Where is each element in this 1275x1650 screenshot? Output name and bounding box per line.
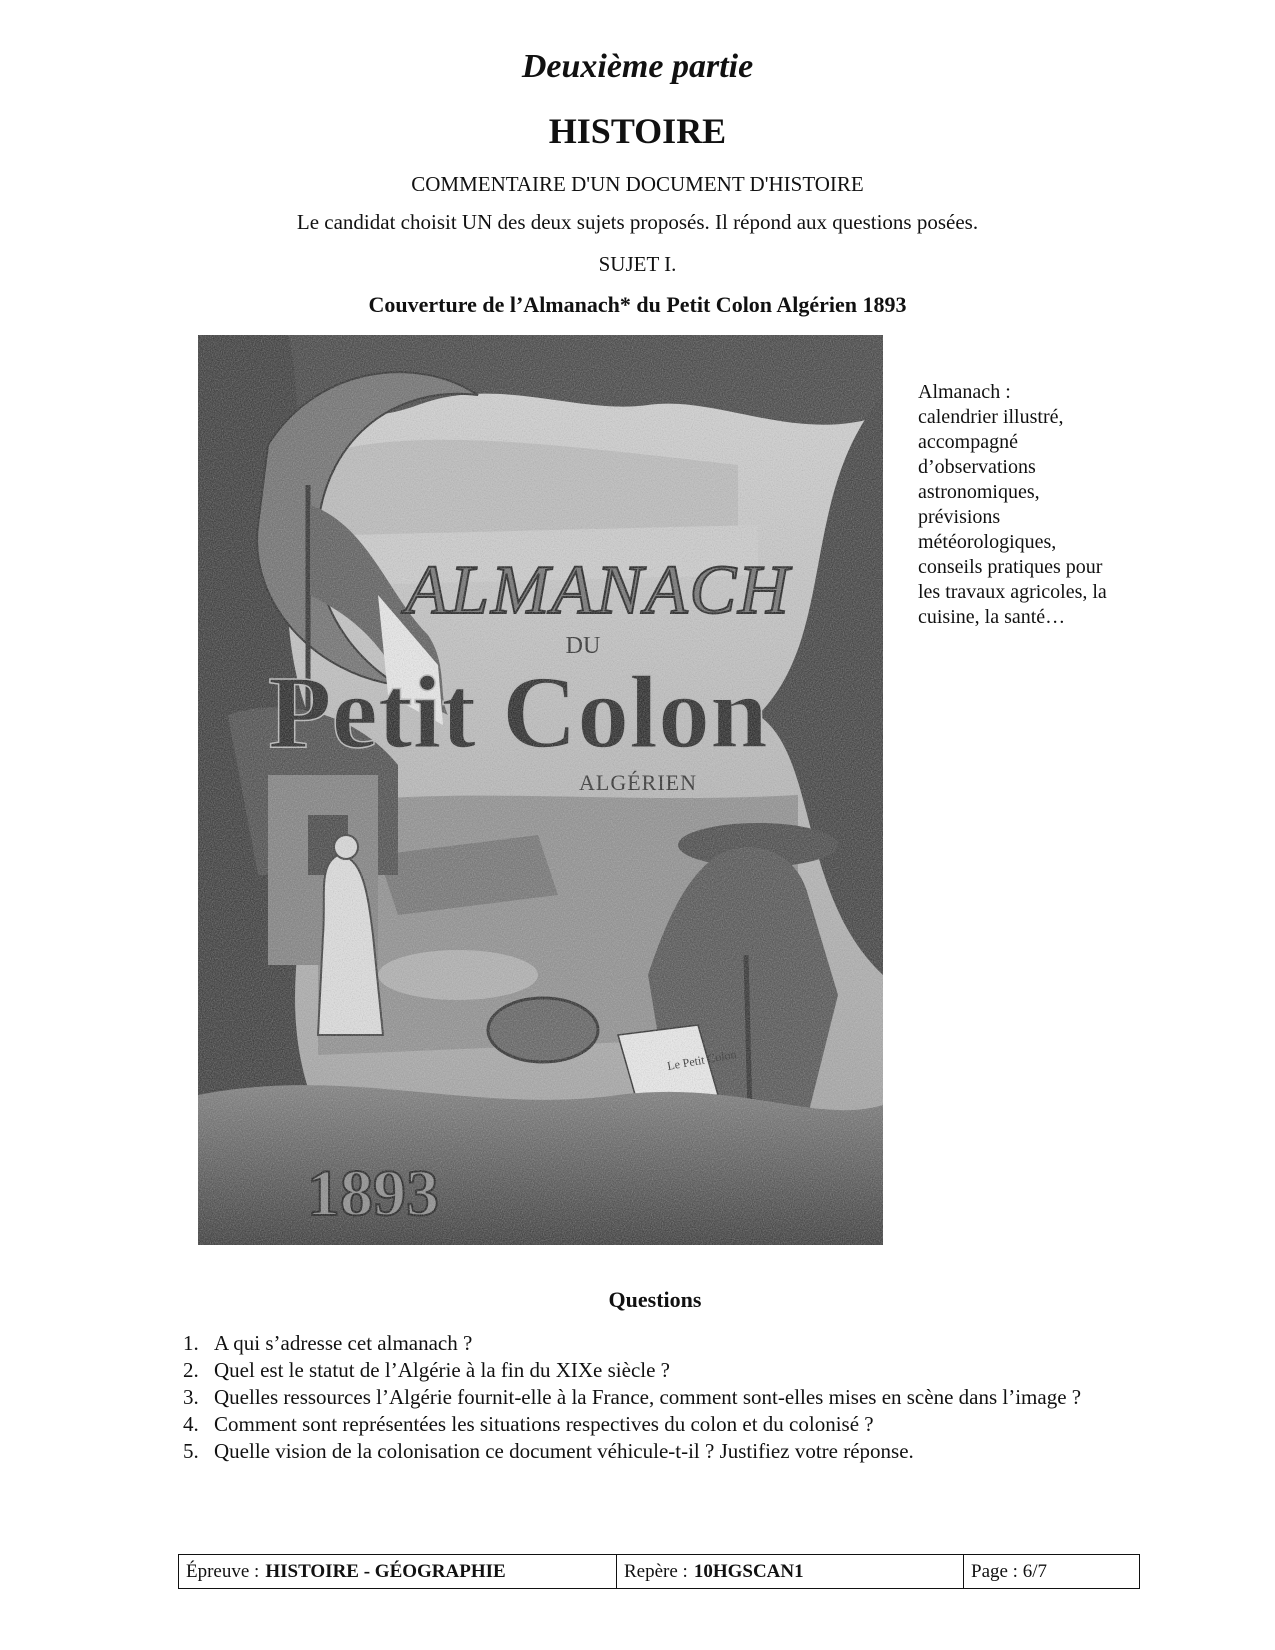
question-item <box>183 1384 1123 1411</box>
footer-repere-label: Repère : <box>624 1560 688 1582</box>
exercise-type: COMMENTAIRE D'UN DOCUMENT D'HISTOIRE <box>411 172 864 196</box>
question-number: 1. <box>183 1331 199 1355</box>
question-item <box>183 1438 1123 1465</box>
question-text: A qui s’adresse cet almanach ? <box>214 1331 473 1355</box>
footer-page-cell <box>964 1555 1139 1588</box>
almanach-cover-image <box>198 335 883 1245</box>
question-number: 4. <box>183 1412 199 1436</box>
footer-epreuve-value: HISTOIRE - GÉOGRAPHIE <box>265 1560 506 1582</box>
footer-repere-value: 10HGSCAN1 <box>693 1560 804 1582</box>
glossary-note <box>918 380 1118 630</box>
question-item <box>183 1411 1123 1438</box>
question-number: 5. <box>183 1439 199 1463</box>
question-item <box>183 1330 1123 1357</box>
glossary-definition: calendrier illustré, accompagné d’observations astronomiques, prévisions météorologiques, conseils pratiques pour les travaux agricoles, la cuisine, la santé… <box>918 406 1107 628</box>
question-text: Comment sont représentées les situations respectives du colon et du colonisé ? <box>214 1412 874 1436</box>
document-title: Couverture de l’Almanach* du Petit Colon Algérien 1893 <box>368 292 907 317</box>
footer-table <box>178 1554 1140 1589</box>
glossary-term: Almanach : <box>918 381 1011 403</box>
question-text: Quelles ressources l’Algérie fournit-elle à la France, comment sont-elles mises en scène dans l’image ? <box>214 1385 1082 1409</box>
part-heading: Deuxième partie <box>521 48 754 85</box>
questions-list <box>183 1330 1123 1465</box>
footer-epreuve-cell <box>179 1555 617 1588</box>
question-text: Quelle vision de la colonisation ce document véhicule-t-il ? Justifiez votre réponse. <box>214 1439 914 1463</box>
sujet-label: SUJET I. <box>598 252 677 276</box>
footer-epreuve-label: Épreuve : <box>186 1560 260 1582</box>
footer-repere-cell <box>617 1555 964 1588</box>
question-text: Quel est le statut de l’Algérie à la fin du XIXe siècle ? <box>214 1358 670 1382</box>
question-number: 2. <box>183 1358 199 1382</box>
question-item <box>183 1357 1123 1384</box>
instruction-text: Le candidat choisit UN des deux sujets proposés. Il répond aux questions posées. <box>296 210 979 234</box>
subject-heading: HISTOIRE <box>548 111 727 151</box>
footer-page-label: Page : 6/7 <box>971 1560 1047 1582</box>
questions-heading: Questions <box>608 1287 702 1312</box>
question-number: 3. <box>183 1385 199 1409</box>
